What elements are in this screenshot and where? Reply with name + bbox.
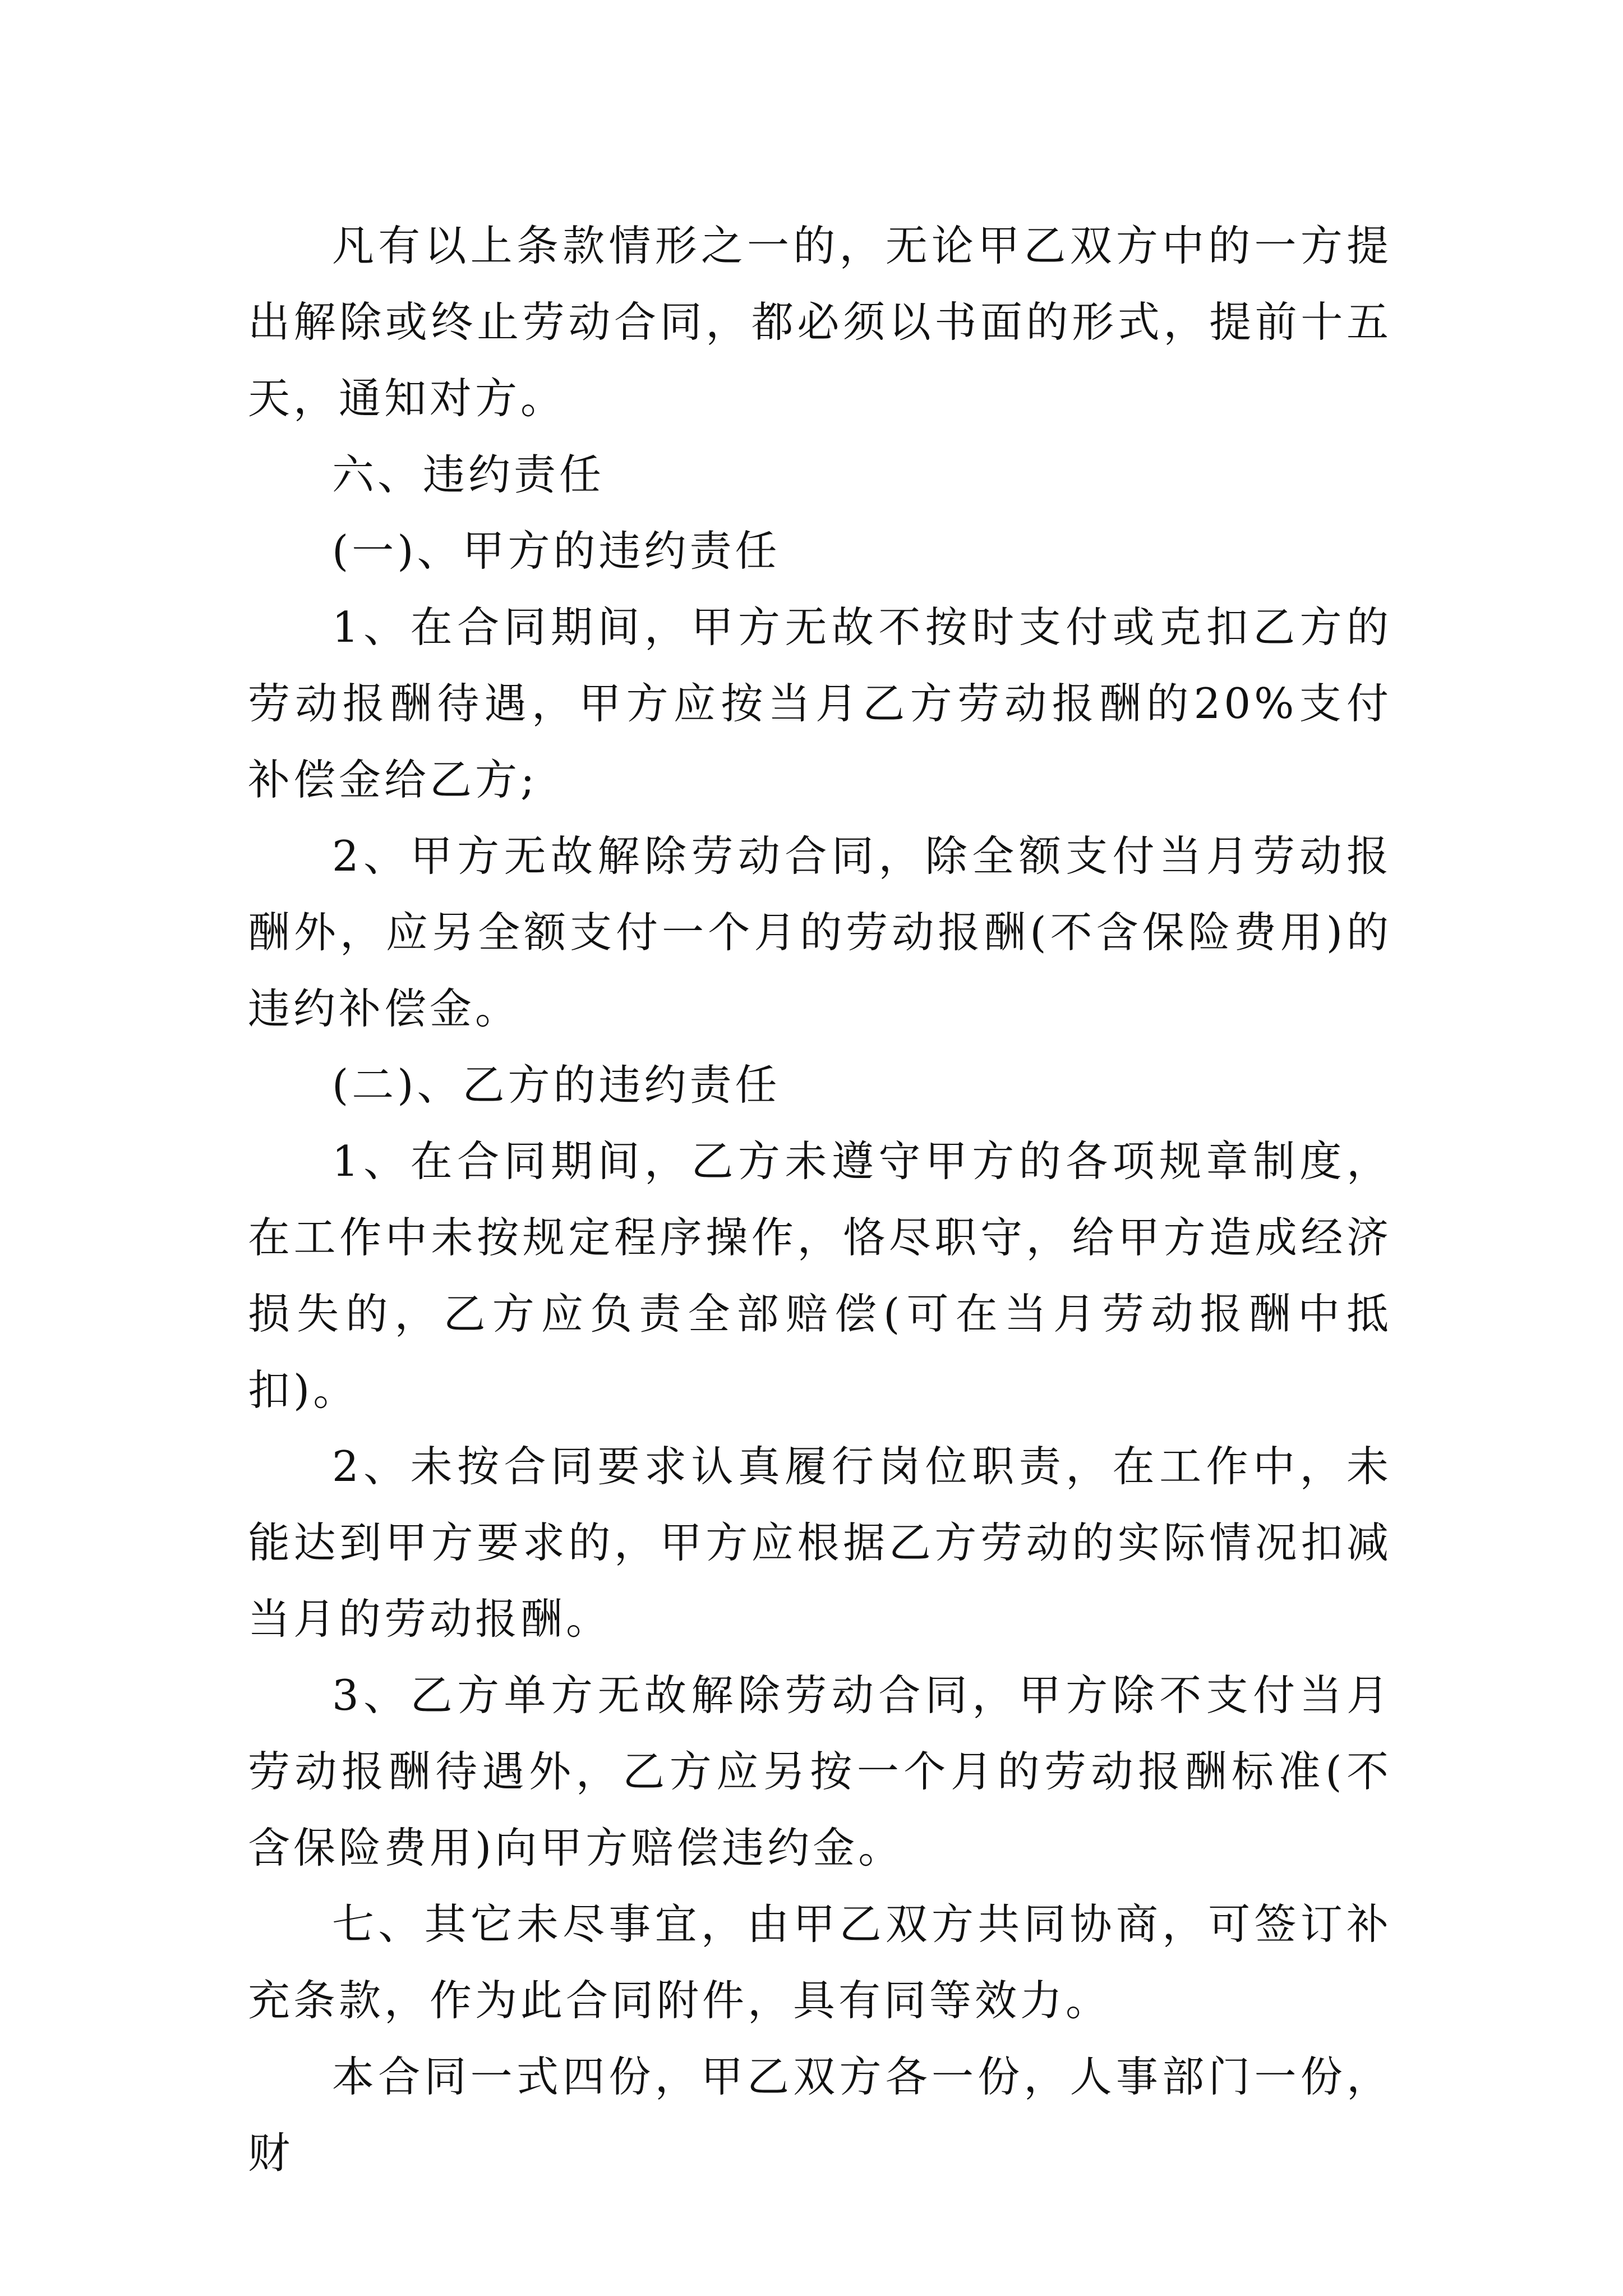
paragraph-party-b-clause-1: 1、在合同期间，乙方未遵守甲方的各项规章制度，在工作中未按规定程序操作，恪尽职守，给甲方造成经济损失的，乙方应负责全部赔偿(可在当月劳动报酬中抵扣)。 (248, 1137, 1392, 1415)
subheading-party-b-liability: (二)、乙方的违约责任 (332, 1060, 781, 1110)
paragraph-party-a-clause-2: 2、甲方无故解除劳动合同，除全额支付当月劳动报酬外，应另全额支付一个月的劳动报酬(不含保险费用)的违约补偿金。 (248, 831, 1392, 1033)
paragraph-party-b-clause-2: 2、未按合同要求认真履行岗位职责，在工作中，未能达到甲方要求的，甲方应根据乙方劳动的实际情况扣减当月的劳动报酬。 (248, 1442, 1392, 1644)
section-heading-breach-liability: 六、违约责任 (332, 450, 605, 499)
section-other-matters: 七、其它未尽事宜，由甲乙双方共同协商，可签订补充条款，作为此合同附件，具有同等效力。 (248, 1899, 1392, 2025)
document-body (248, 208, 1392, 2191)
paragraph-party-a-clause-1: 1、在合同期间，甲方无故不按时支付或克扣乙方的劳动报酬待遇，甲方应按当月乙方劳动报酬的20%支付补偿金给乙方; (248, 602, 1392, 804)
paragraph-party-b-clause-3: 3、乙方单方无故解除劳动合同，甲方除不支付当月劳动报酬待遇外，乙方应另按一个月的劳动报酬标准(不含保险费用)向甲方赔偿违约金。 (248, 1671, 1392, 1872)
paragraph-contract-copies: 本合同一式四份，甲乙双方各一份，人事部门一份，财 (248, 2052, 1392, 2178)
subheading-party-a-liability: (一)、甲方的违约责任 (332, 526, 781, 576)
paragraph-termination-notice: 凡有以上条款情形之一的，无论甲乙双方中的一方提出解除或终止劳动合同，都必须以书面的形式，提前十五天，通知对方。 (248, 221, 1392, 423)
